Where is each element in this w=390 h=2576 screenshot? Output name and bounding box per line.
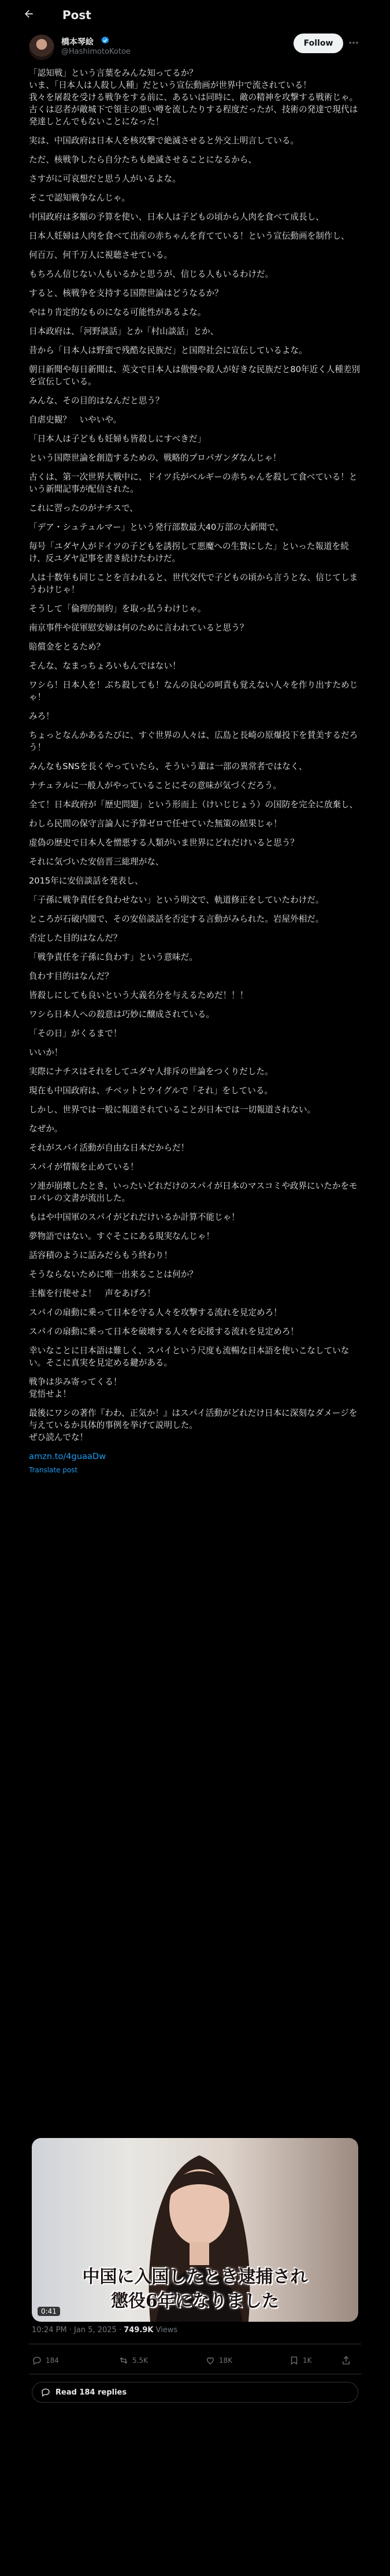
video-caption-line-2: 懲役6年になりました <box>111 2291 279 2311</box>
post-paragraph: みろ！ <box>29 711 54 721</box>
post-paragraph: もちろん信じない人もいるかと思うが、信じる人もいるわけだ。 <box>29 269 274 279</box>
post-paragraph: 虚偽の歴史で日本人を憎悪する人類がいま世界にどれだけいると思う？ <box>29 838 299 848</box>
post-paragraph: 朝日新聞や毎日新聞は、英文で日本人は傲慢や殺人が好きな民族だと80年近く人種差別を宣伝している。 <box>29 365 361 387</box>
verified-badge-icon <box>101 36 110 45</box>
post-paragraph: 古くは、第一次世界大戦中に、ドイツ兵がベルギーの赤ちゃんを殺して食べている！という新聞記事が配信された。 <box>29 472 358 494</box>
post-paragraph: という国際世論を創造するための、戦略的プロパガンダなんじゃ！ <box>29 453 281 463</box>
post-paragraph: 自虐史観？ いやいや。 <box>29 415 122 425</box>
post-paragraph: 「子孫に戦争責任を負わせない」という明文で、軌道修正をしていたわけだ。 <box>29 895 324 905</box>
post-paragraph: 日本政府は、「河野談話」とか「村山談話」とか、 <box>29 326 219 336</box>
post-paragraph: そこで認知戦争なんじゃ。 <box>29 193 131 203</box>
post-paragraph: 「その日」がくるまで！ <box>29 1029 122 1038</box>
top-bar <box>0 0 390 31</box>
repost-button[interactable] <box>118 2352 148 2369</box>
post-paragraph: 実は、中国政府は日本人を核攻撃で絶滅させると外交上明言している。 <box>29 136 299 146</box>
translate-post-link[interactable]: Translate post <box>29 1466 78 1474</box>
post-paragraph: ただ、核戦争したら自分たちも絶滅させることになるから、 <box>29 155 257 165</box>
post-paragraph: 南京事件や従軍慰安婦は何のために言われていると思う？ <box>29 623 248 633</box>
follow-button[interactable]: Follow <box>294 34 343 53</box>
post-body <box>29 67 363 1475</box>
share-icon <box>341 2355 351 2366</box>
post-paragraph: 「戦争責任を子孫に負わす」という意味だ。 <box>29 952 198 962</box>
reply-button[interactable] <box>32 2352 59 2369</box>
video-caption <box>32 2265 358 2314</box>
post-paragraph: 幸いなことに日本語は難しく、スパイという尺度も流暢な日本語を使いこなしていない。そこに真実を見定める鍵がある。 <box>29 1346 350 1368</box>
author-header <box>29 34 358 66</box>
post-paragraph: 話容積のように話みだらもう終わり！ <box>29 1250 173 1260</box>
post-paragraph: 現在も中国政府は、チベットとウイグルで「それ」をしている。 <box>29 1086 273 1096</box>
post-paragraph: すると、核戦争を支持する国際世論はどうなるか？ <box>29 288 223 298</box>
post-paragraph: みんなもSNSを長くやっていたら、そういう輩は一部の異常者ではなく、 <box>29 762 307 771</box>
post-paragraph: さすがに可哀想だと思う人がいるよな。 <box>29 174 181 184</box>
amazon-link[interactable]: amzn.to/4guaaDw <box>29 1452 106 1461</box>
view-count: 749.9K <box>124 2326 154 2334</box>
post-paragraph: 人は十数年も同じことを言われると、世代交代で子どもの頃から言うとな、信じてしまうわけじゃ！ <box>29 573 358 595</box>
heart-icon <box>205 2355 216 2366</box>
bookmark-count: 1K <box>303 2356 312 2365</box>
post-paragraph: 夢物語ではない。すぐそこにある現実なんじゃ！ <box>29 1231 215 1241</box>
post-paragraph: やはり肯定的なものになる可能性があるよな。 <box>29 307 206 317</box>
post-paragraph: 実際にナチスはそれをしてユダヤ人排斥の世論をつくりだした。 <box>29 1067 273 1077</box>
video-player[interactable] <box>32 2138 358 2322</box>
post-paragraph: 毎号「ユダヤ人がドイツの子どもを誘拐して悪魔への生贄にした」といった報道を続け、反ユダヤ記事を書き続けたわけだ。 <box>29 541 349 563</box>
post-paragraph: 戦争は歩み寄ってくる！ 覚悟せよ！ <box>29 1377 122 1399</box>
post-paragraph: 全て！日本政府が「歴史問題」という形而上（けいじじょう）の国防を完全に放棄し、 <box>29 800 358 810</box>
post-paragraph: 中国政府は多額の予算を使い、日本人は子どもの頃から人肉を食べて成長し、 <box>29 212 324 222</box>
post-paragraph: 皆殺しにしても良いという大義名分を与えるためだ！！！ <box>29 990 248 1000</box>
post-paragraph: そうならないために唯一出来ることは何か？ <box>29 1270 198 1279</box>
more-options-icon[interactable] <box>348 37 359 49</box>
post-timestamp[interactable]: 10:24 PM · Jan 5, 2025 · <box>32 2326 124 2334</box>
post-paragraph: ちょっとなんかあるたびに、すぐ世界の人々は、広島と長崎の原爆投下を賛美するだろう！ <box>29 730 358 752</box>
author-handle[interactable]: @HashimotoKotoe <box>61 47 131 56</box>
like-button[interactable] <box>205 2352 232 2369</box>
post-paragraph: 負わす目的はなんだ？ <box>29 971 113 981</box>
reply-count: 184 <box>46 2356 59 2365</box>
post-paragraph: それに気づいた安倍晋三総理がな、 <box>29 857 164 867</box>
post-paragraph: ところが石破内閣で、その安倍談話を否定する言動がみられた。岩屋外相だ。 <box>29 914 324 924</box>
post-paragraph: スパイの扇動に乗って日本を破壊する人々を応援する流れを見定めろ！ <box>29 1327 299 1337</box>
share-button[interactable] <box>341 2352 351 2369</box>
post-metadata <box>32 2326 177 2334</box>
post-paragraph: スパイの扇動に乗って日本を守る人々を攻撃する流れを見定めろ！ <box>29 1308 282 1317</box>
post-paragraph: みんな、その目的はなんだと思う？ <box>29 396 164 406</box>
back-arrow-icon[interactable] <box>23 8 35 20</box>
post-paragraph: 最後にワシの著作『わわ、正気か！』はスパイ活動がどれだけ日本に深刻なダメージを与えているか具体的事例を挙げて説明した。 ぜひ読んでな！ <box>29 1408 358 1442</box>
views-label: Views <box>153 2326 178 2334</box>
bookmark-icon <box>289 2355 299 2366</box>
post-paragraph: ソ連が崩壊したとき、いったいどれだけのスパイが日本のマスコミや政界にいたかをモロパレの文書が流出した。 <box>29 1181 358 1203</box>
post-paragraph: ワシら日本人への殺意は巧妙に醸成されている。 <box>29 1009 215 1019</box>
page-title: Post <box>62 8 91 22</box>
post-paragraph: ナチュラルに一般人がやっていることにその意味が気づくだろう。 <box>29 781 281 790</box>
post-paragraph: 「日本人は子どもも妊婦も皆殺しにすべきだ」 <box>29 434 206 444</box>
avatar[interactable] <box>29 35 54 60</box>
action-bar <box>32 2352 358 2369</box>
post-paragraph: スパイが情報を止めている！ <box>29 1162 139 1172</box>
post-paragraph: これに習ったのがナチスで、 <box>29 503 138 513</box>
post-paragraph: 何百万、何千万人に視聴させている。 <box>29 250 173 260</box>
post-paragraph: 「認知戦」という言葉をみんな知ってるか？ いま、「日本人は人殺し人種」だという宣伝動画が世界中で流されている！ 我々を屠殺を受ける戦争をする前に、あるいは同時に、敵の精神を攻撃する戦術じゃ。 古くは忍者が敵城下で領主の悪い噂を流したりする程度だったが、技術の発達で現代は発達しとんでもないことになった！ <box>29 68 358 127</box>
video-duration: 0:41 <box>38 2307 60 2316</box>
post-paragraph: もはや中国軍のスパイがどれだけいるか計算不能じゃ！ <box>29 1212 240 1222</box>
read-replies-label: Read 184 replies <box>55 2388 127 2397</box>
post-paragraph: 主権を行使せよ！ 声をあげろ！ <box>29 1289 155 1298</box>
post-paragraph: いいか！ <box>29 1048 63 1057</box>
post-paragraph: 日本人妊婦は人肉を食べて出産の赤ちゃんを育てている！という宣伝動画を制作し、 <box>29 231 350 241</box>
post-paragraph: しかし、世界では一般に報道されていることが日本では一切報道されない。 <box>29 1105 316 1115</box>
post-paragraph: なぜか。 <box>29 1124 63 1134</box>
post-paragraph: 「デア・シュテュルマー」という発行部数最大40万部の大新聞で、 <box>29 522 284 532</box>
post-paragraph: 賠償金をとるため？ <box>29 642 105 652</box>
repost-icon <box>118 2355 129 2366</box>
author-name[interactable]: 橋本琴絵 <box>61 38 94 47</box>
post-paragraph: 否定した目的はなんだ？ <box>29 933 122 943</box>
post-paragraph: 2015年に安倍談話を発表し、 <box>29 876 143 886</box>
post-paragraph: そうして「倫理的制約」を取っ払うわけじゃ。 <box>29 604 206 614</box>
like-count: 18K <box>219 2356 233 2365</box>
post-paragraph: ワシら！日本人を！ぶち殺しても！なんの良心の呵責も覚えない人々を作り出すためじゃ！ <box>29 680 358 702</box>
post-text <box>29 67 363 1443</box>
reply-icon <box>32 2355 42 2366</box>
reply-bubble-icon <box>40 2387 51 2397</box>
post-paragraph: そんな、なまっちょろいもんではない！ <box>29 661 181 671</box>
repost-count: 5.5K <box>132 2356 148 2365</box>
video-caption-line-1: 中国に入国したとき逮捕され <box>82 2267 308 2287</box>
post-paragraph: それがスパイ活動が自由な日本だからだ！ <box>29 1143 190 1153</box>
post-paragraph: わしら民間の保守言論人に予算ゼロで任せていた無策の結果じゃ！ <box>29 819 282 829</box>
post-paragraph: 昔から「日本人は野蛮で残酷な民族だ」と国際社会に宣伝しているよな。 <box>29 346 307 355</box>
bookmark-button[interactable] <box>289 2352 312 2369</box>
read-replies-button[interactable] <box>32 2382 358 2403</box>
